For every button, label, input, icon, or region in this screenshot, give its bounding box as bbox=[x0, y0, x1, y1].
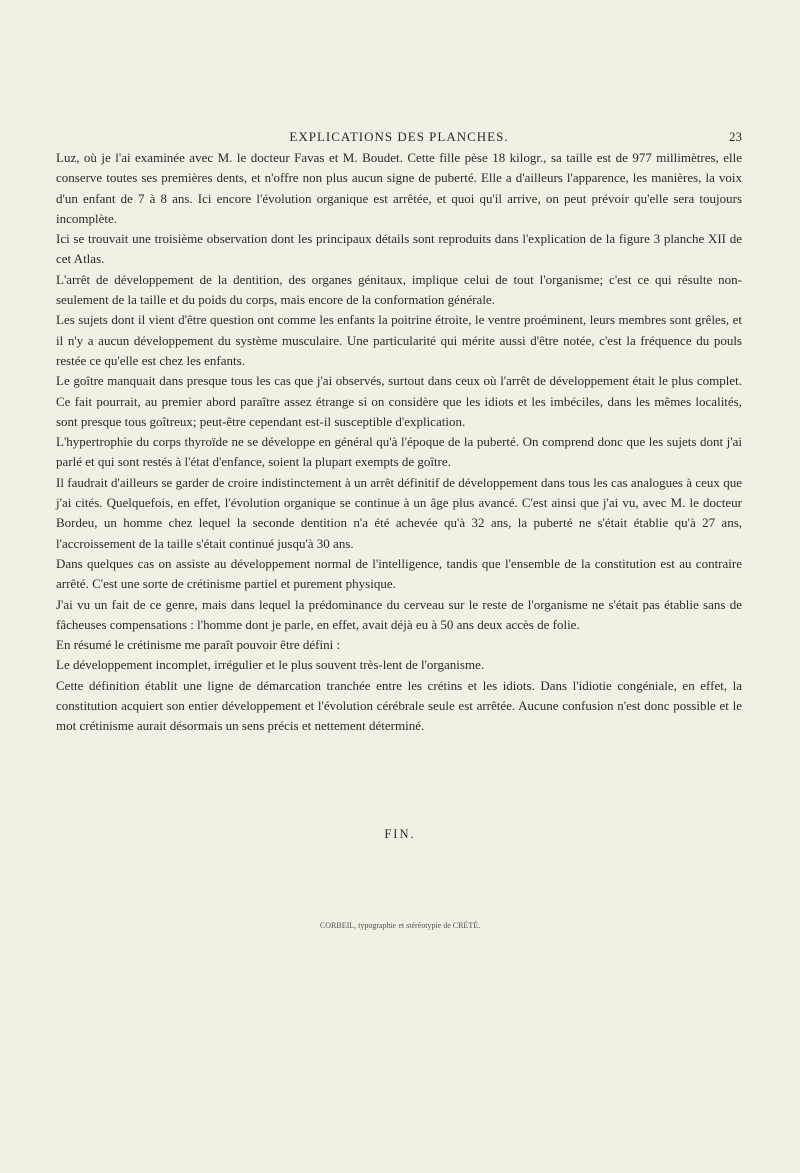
paragraph: L'hypertrophie du corps thyroïde ne se développe en général qu'à l'époque de la puberté. On comprend donc que les sujets dont j'ai parlé et qui sont restés à l'état d'enfance, soient la plupart exempts de goître. bbox=[56, 434, 742, 470]
paragraph: Le développement incomplet, irrégulier et le plus souvent très-lent de l'organisme. bbox=[56, 657, 485, 673]
running-head bbox=[56, 129, 742, 147]
paragraph: J'ai vu un fait de ce genre, mais dans lequel la prédominance du cerveau sur le reste de l'organisme ne s'était pas établie sans de fâcheuses compensations : l'homme dont je parle, en effet, avait déjà eu à 50 ans deux accès de folie. bbox=[56, 596, 742, 632]
printer-imprint: CORBEIL, typographie et stéréotypie de CRÉTÉ. bbox=[319, 921, 481, 930]
paragraph: Cette définition établit une ligne de démarcation tranchée entre les crétins et les idiots. Dans l'idiotie congéniale, en effet, la constitution acquiert son entier développement et l'évolution cérébrale seule est arrêtée. Aucune confusion n'est donc possible et le mot crétinisme aurait désormais un sens précis et nettement déterminé. bbox=[56, 677, 742, 734]
page-number: 23 bbox=[729, 129, 742, 144]
paragraph: Le goître manquait dans presque tous les cas que j'ai observés, surtout dans ceux où l'arrêt de développement était le plus complet. Ce fait pourrait, au premier abord paraître assez étrange si on considère que les idiots et les imbéciles, dans les mêmes localités, sont presque tous goîtreux; peut-être cependant est-il susceptible d'explication. bbox=[56, 373, 742, 429]
fin-marker: FIN. bbox=[384, 827, 416, 841]
paragraph: Dans quelques cas on assiste au développement normal de l'intelligence, tandis que l'ensemble de la constitution est au contraire arrêté. C'est une sorte de crétinisme partiel et purement physique. bbox=[56, 555, 742, 592]
paragraph: L'arrêt de développement de la dentition, des organes génitaux, implique celui de tout l'organisme; c'est ce qui résulte non-seulement de la taille et du poids du corps, mais encore de la conformation générale. bbox=[56, 271, 742, 308]
body-text bbox=[56, 148, 742, 737]
paragraph: En résumé le crétinisme me paraît pouvoir être défini : bbox=[56, 637, 341, 653]
paragraph: Luz, où je l'ai examinée avec M. le docteur Favas et M. Boudet. Cette fille pèse 18 kilogr., sa taille est de 977 millimètres, elle conserve toutes ses premières dents, et n'offre non plus aucun signe de puberté. Elle a d'ailleurs l'apparence, les manières, la voix d'un enfant de 7 à 8 ans. Ici encore l'évolution organique est arrêtée, et quoi qu'il arrive, on peut prévoir qu'elle sera toujours incomplète. bbox=[56, 150, 742, 226]
running-head-title: EXPLICATIONS DES PLANCHES. bbox=[289, 129, 509, 144]
paragraph: Les sujets dont il vient d'être question ont comme les enfants la poitrine étroite, le ventre proéminent, leurs membres sont grêles, et il n'y a aucun développement du système musculaire. Une particularité qui mérite aussi d'être notée, c'est la fréquence du pouls restée ce qu'elle est chez les enfants. bbox=[56, 312, 742, 368]
paragraph: Ici se trouvait une troisième observation dont les principaux détails sont reproduits dans l'explication de la figure 3 planche XII de cet Atlas. bbox=[56, 231, 742, 267]
paragraph: Il faudrait d'ailleurs se garder de croire indistinctement à un arrêt définitif de développement dans tous les cas analogues à ceux que j'ai cités. Quelquefois, en effet, l'évolution organique se continue à un âge plus avancé. C'est ainsi que j'ai vu, avec M. le docteur Bordeu, un homme chez lequel la seconde dentition n'a été achevée qu'à 32 ans, la puberté ne s'était établie qu'à 27 ans, l'accroissement de la taille s'était continué jusqu'à 30 ans. bbox=[56, 474, 742, 551]
